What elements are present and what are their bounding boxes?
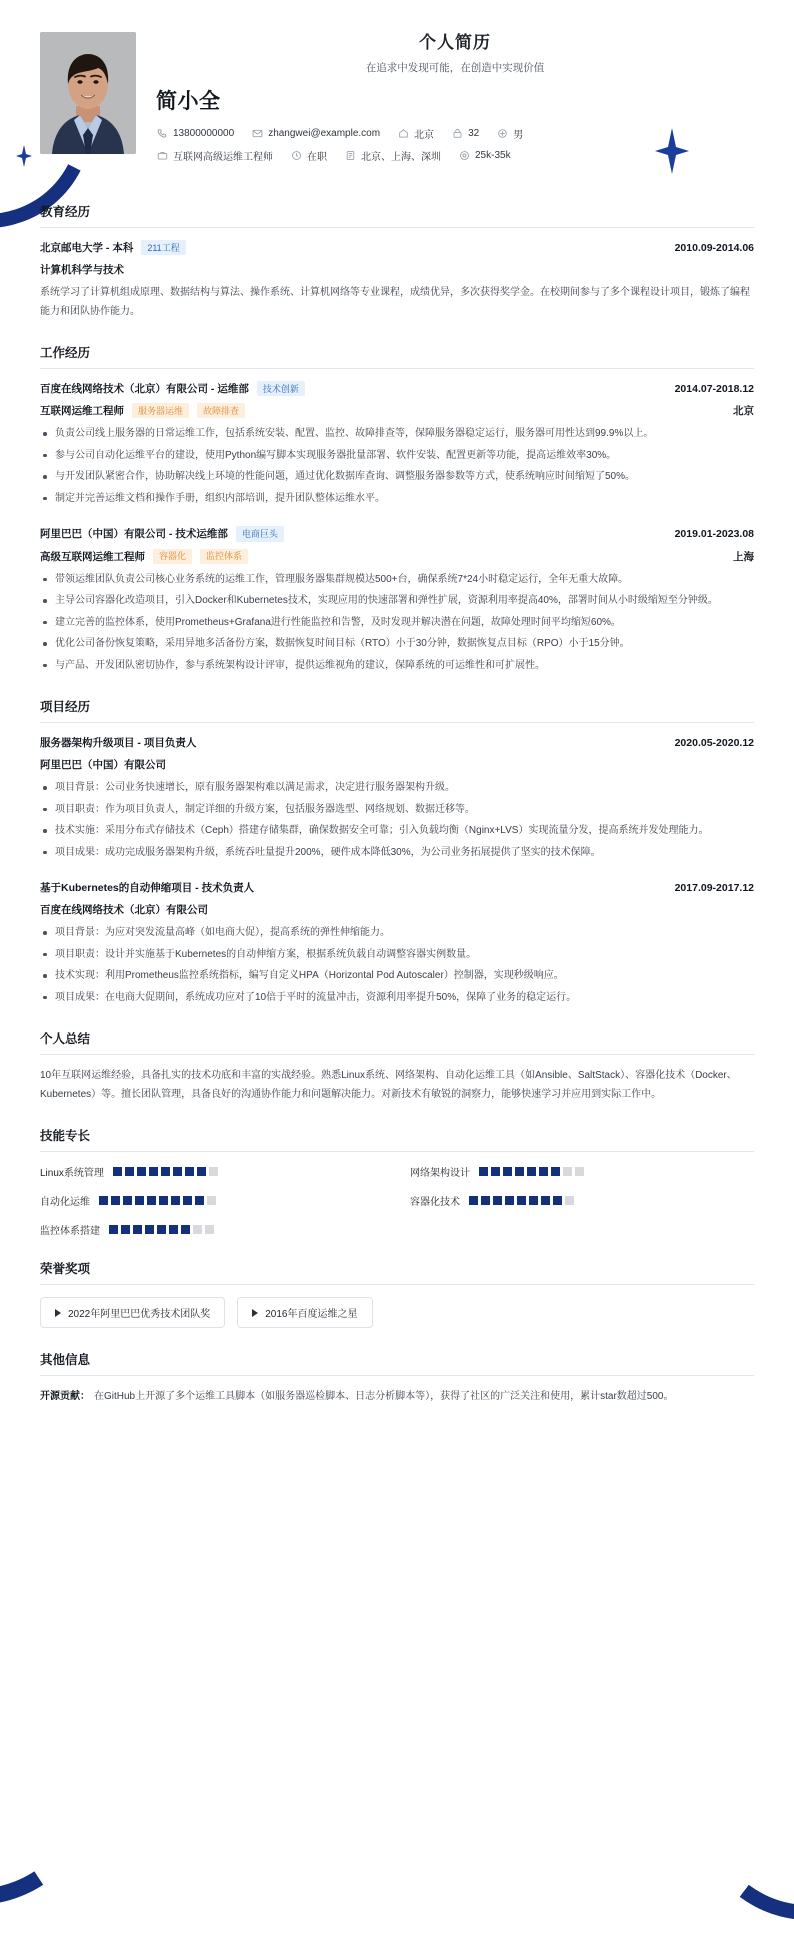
skill-block-filled <box>113 1167 122 1176</box>
list-item: 项目职责：作为项目负责人，制定详细的升级方案，包括服务器选型、网络规划、数据迁移等。 <box>40 801 754 820</box>
home-icon <box>397 128 409 140</box>
project-title: 服务器架构升级项目 - 项目负责人 <box>40 737 197 750</box>
section-skills <box>0 1126 794 1237</box>
skill-block-empty <box>193 1225 202 1234</box>
skill-block-filled <box>197 1167 206 1176</box>
decorative-arc-bottom-right <box>679 1675 794 1935</box>
skill-block-filled <box>123 1196 132 1205</box>
page-subtitle: 在追求中发现可能，在创造中实现价值 <box>365 62 545 74</box>
work-entry-header <box>40 381 754 396</box>
meta-email <box>251 128 380 140</box>
skill-block-filled <box>529 1196 538 1205</box>
skill-block-filled <box>481 1196 490 1205</box>
skill-block-filled <box>169 1225 178 1234</box>
summary-text: 10年互联网运维经验，具备扎实的技术功底和丰富的实战经验。熟悉Linux系统、网络架构、自动化运维工具（如Ansible、SaltStack）、容器化技术（Docker、Kubernetes）等。擅长团队管理，具备良好的沟通协作能力和问题解决能力。对新技术有敏锐的洞察力，能够快速学习并应用到实际工作中。 <box>40 1070 737 1100</box>
meta-status-text: 在职 <box>307 152 327 163</box>
skill-block-filled <box>185 1167 194 1176</box>
work-company: 百度在线网络技术（北京）有限公司 - 运维部 <box>40 383 249 396</box>
list-item: 项目成果：在电商大促期间，系统成功应对了10倍于平时的流量冲击，资源利用率提升50%，保障了业务的稳定运行。 <box>40 989 754 1008</box>
phone-icon <box>156 128 168 140</box>
education-description: 系统学习了计算机组成原理、数据结构与算法、操作系统、计算机网络等专业课程，成绩优异，多次获得奖学金。在校期间参与了多个课程设计项目，锻炼了编程能力和团队协作能力。 <box>40 287 750 317</box>
meta-city <box>397 126 434 141</box>
section-other <box>0 1350 794 1407</box>
skill-block-filled <box>503 1167 512 1176</box>
list-item: 项目背景：公司业务快速增长，原有服务器架构难以满足需求，决定进行服务器架构升级。 <box>40 779 754 798</box>
section-work <box>0 343 794 675</box>
skill-block-empty <box>575 1167 584 1176</box>
skill-item <box>40 1222 384 1237</box>
section-projects <box>0 697 794 1007</box>
skill-rating-bar <box>109 1225 214 1234</box>
other-info-row <box>40 1388 754 1407</box>
skill-block-filled <box>539 1167 548 1176</box>
location-icon <box>344 150 356 162</box>
meta-status <box>290 148 327 163</box>
skill-item <box>40 1164 384 1179</box>
gender-icon <box>496 128 508 140</box>
education-tag: 211工程 <box>141 240 185 255</box>
work-entry <box>40 526 754 675</box>
skill-block-filled <box>111 1196 120 1205</box>
skill-block-filled <box>147 1196 156 1205</box>
award-chip[interactable] <box>237 1297 372 1328</box>
skill-block-filled <box>181 1225 190 1234</box>
skill-block-filled <box>517 1196 526 1205</box>
avatar <box>40 32 136 154</box>
work-role-row <box>40 549 754 564</box>
meta-job-title-text: 互联网高级运维工程师 <box>173 152 273 163</box>
skill-rating-bar <box>479 1167 584 1176</box>
skill-block-filled <box>159 1196 168 1205</box>
contact-meta-row-2 <box>156 148 754 163</box>
skill-block-filled <box>121 1225 130 1234</box>
list-item: 优化公司备份恢复策略，采用异地多活备份方案，数据恢复时间目标（RTO）小于30分钟，数据恢复点目标（RPO）小于15分钟。 <box>40 635 754 654</box>
work-role-tag: 故障排查 <box>197 403 245 418</box>
decorative-arc-bottom-left <box>0 1632 123 1929</box>
work-role: 高级互联网运维工程师 <box>40 550 145 563</box>
skill-block-filled <box>493 1196 502 1205</box>
project-date: 2020.05-2020.12 <box>674 737 754 750</box>
skill-item <box>410 1164 754 1179</box>
awards-list <box>40 1297 754 1328</box>
age-icon <box>451 128 463 140</box>
list-item: 建立完善的监控体系，使用Prometheus+Grafana进行性能监控和告警，及时发现并解决潜在问题，故障处理时间平均缩短60%。 <box>40 614 754 633</box>
meta-phone-text: 13800000000 <box>173 128 235 139</box>
section-title-projects: 项目经历 <box>40 697 754 723</box>
skill-block-filled <box>515 1167 524 1176</box>
meta-job-title <box>156 148 273 163</box>
skill-block-filled <box>195 1196 204 1205</box>
status-icon <box>290 150 302 162</box>
list-item: 项目职责：设计并实施基于Kubernetes的自动伸缩方案，根据系统负载自动调整容器实例数量。 <box>40 946 754 965</box>
project-entry <box>40 735 754 862</box>
meta-gender <box>496 126 523 141</box>
skill-label: 容器化技术 <box>410 1197 460 1209</box>
section-title-awards: 荣誉奖项 <box>40 1259 754 1285</box>
briefcase-icon <box>156 150 168 162</box>
award-label: 2022年阿里巴巴优秀技术团队奖 <box>68 1309 211 1321</box>
education-entry <box>40 240 754 321</box>
skill-block-filled <box>161 1167 170 1176</box>
education-date: 2010.09-2014.06 <box>674 242 754 255</box>
person-name: 简小全 <box>156 90 221 113</box>
section-title-work: 工作经历 <box>40 343 754 369</box>
project-entry-header <box>40 880 754 895</box>
skill-block-empty <box>565 1196 574 1205</box>
work-role-row <box>40 403 754 418</box>
work-company: 阿里巴巴（中国）有限公司 - 技术运维部 <box>40 528 228 541</box>
list-item: 与开发团队紧密合作，协助解决线上环境的性能问题，通过优化数据库查询、调整服务器参数等方式，使系统响应时间缩短了50%。 <box>40 468 754 487</box>
work-company-tag: 电商巨头 <box>236 526 284 541</box>
skill-block-filled <box>541 1196 550 1205</box>
section-awards <box>0 1259 794 1328</box>
page-bottom-spacer <box>0 1407 794 1453</box>
work-entry-header <box>40 526 754 541</box>
skill-block-filled <box>157 1225 166 1234</box>
list-item: 带领运维团队负责公司核心业务系统的运维工作，管理服务器集群规模达500+台，确保系统7*24小时稳定运行，全年无重大故障。 <box>40 571 754 590</box>
other-info-text: 在GitHub上开源了多个运维工具脚本（如服务器巡检脚本、日志分析脚本等），获得了社区的广泛关注和使用，累计star数超过500。 <box>94 1391 674 1403</box>
skill-block-filled <box>149 1167 158 1176</box>
contact-meta-row-1 <box>156 126 754 141</box>
skill-label: 自动化运维 <box>40 1197 90 1209</box>
skill-rating-bar <box>113 1167 218 1176</box>
section-title-skills: 技能专长 <box>40 1126 754 1152</box>
skill-block-filled <box>527 1167 536 1176</box>
work-location: 北京 <box>733 405 754 418</box>
list-item: 技术实现：利用Prometheus监控系统指标，编写自定义HPA（Horizontal Pod Autoscaler）控制器，实现秒级响应。 <box>40 967 754 986</box>
project-title: 基于Kubernetes的自动伸缩项目 - 技术负责人 <box>40 882 255 895</box>
work-date: 2014.07-2018.12 <box>674 383 754 396</box>
skill-block-filled <box>135 1196 144 1205</box>
meta-phone <box>156 128 234 140</box>
skill-block-filled <box>137 1167 146 1176</box>
list-item: 主导公司容器化改造项目，引入Docker和Kubernetes技术，实现应用的快速部署和弹性扩展，资源利用率提高40%，部署时间从小时级缩短至分钟级。 <box>40 592 754 611</box>
project-company: 阿里巴巴（中国）有限公司 <box>40 759 166 772</box>
meta-age-text: 32 <box>468 128 480 139</box>
project-bullets <box>40 924 754 1007</box>
skill-rating-bar <box>469 1196 574 1205</box>
list-item: 负责公司线上服务器的日常运维工作，包括系统安装、配置、监控、故障排查等，保障服务器稳定运行，服务器可用性达到99.9%以上。 <box>40 425 754 444</box>
skills-grid <box>40 1164 754 1237</box>
work-bullets <box>40 425 754 508</box>
other-info-label: 开源贡献： <box>40 1391 90 1403</box>
skill-block-filled <box>505 1196 514 1205</box>
education-major: 计算机科学与技术 <box>40 264 124 277</box>
education-entry-header <box>40 240 754 255</box>
list-item: 技术实施：采用分布式存储技术（Ceph）搭建存储集群，确保数据安全可靠；引入负载均衡（Nginx+LVS）实现流量分发，提高系统并发处理能力。 <box>40 822 754 841</box>
skill-item <box>40 1193 384 1208</box>
work-bullets <box>40 571 754 676</box>
project-company: 百度在线网络技术（北京）有限公司 <box>40 904 208 917</box>
work-role: 互联网运维工程师 <box>40 405 124 418</box>
skill-item <box>410 1193 754 1208</box>
education-school: 北京邮电大学 - 本科 <box>40 242 134 255</box>
work-date: 2019.01-2023.08 <box>674 528 754 541</box>
project-entry-header <box>40 735 754 750</box>
list-item: 项目成果：成功完成服务器架构升级，系统吞吐量提升200%，硬件成本降低30%，为公司业务拓展提供了坚实的技术保障。 <box>40 844 754 863</box>
section-summary <box>0 1029 794 1104</box>
skill-block-filled <box>171 1196 180 1205</box>
section-title-summary: 个人总结 <box>40 1029 754 1055</box>
section-education <box>0 202 794 321</box>
skill-block-empty <box>207 1196 216 1205</box>
list-item: 与产品、开发团队密切协作，参与系统架构设计评审，提供运维视角的建议，保障系统的可运维性和可扩展性。 <box>40 657 754 676</box>
meta-city-text: 北京 <box>414 130 435 141</box>
project-bullets <box>40 779 754 862</box>
list-item: 制定并完善运维文档和操作手册，组织内部培训，提升团队整体运维水平。 <box>40 490 754 509</box>
skill-label: Linux系统管理 <box>40 1168 104 1180</box>
work-entry <box>40 381 754 508</box>
meta-email-text: zhangwei@example.com <box>268 128 381 139</box>
play-triangle-icon <box>55 1309 61 1317</box>
section-title-education: 教育经历 <box>40 202 754 228</box>
list-item: 项目背景：为应对突发流量高峰（如电商大促），提高系统的弹性伸缩能力。 <box>40 924 754 943</box>
play-triangle-icon <box>252 1309 258 1317</box>
list-item: 参与公司自动化运维平台的建设，使用Python编写脚本实现服务器批量部署、软件安装、配置更新等功能，提高运维效率30%。 <box>40 447 754 466</box>
skill-rating-bar <box>99 1196 216 1205</box>
resume-header <box>0 0 794 180</box>
project-entry <box>40 880 754 1007</box>
skill-block-empty <box>563 1167 572 1176</box>
meta-salary <box>458 150 511 162</box>
award-label: 2016年百度运维之星 <box>265 1309 358 1321</box>
skill-block-filled <box>183 1196 192 1205</box>
skill-block-filled <box>99 1196 108 1205</box>
meta-age <box>451 128 479 140</box>
skill-block-filled <box>133 1225 142 1234</box>
salary-icon <box>458 150 470 162</box>
meta-locations <box>344 148 441 163</box>
skill-block-filled <box>553 1196 562 1205</box>
skill-label: 网络架构设计 <box>410 1168 470 1180</box>
skill-block-filled <box>491 1167 500 1176</box>
skill-block-empty <box>205 1225 214 1234</box>
skill-block-filled <box>145 1225 154 1234</box>
work-role-tag: 监控体系 <box>200 549 248 564</box>
project-date: 2017.09-2017.12 <box>674 882 754 895</box>
work-role-tag: 容器化 <box>153 549 192 564</box>
skill-label: 监控体系搭建 <box>40 1226 100 1238</box>
skill-block-filled <box>109 1225 118 1234</box>
meta-salary-text: 25k-35k <box>475 150 511 161</box>
work-role-tag: 服务器运维 <box>132 403 189 418</box>
skill-block-filled <box>479 1167 488 1176</box>
skill-block-filled <box>469 1196 478 1205</box>
meta-gender-text: 男 <box>513 130 524 141</box>
skill-block-filled <box>551 1167 560 1176</box>
award-chip[interactable] <box>40 1297 225 1328</box>
work-company-tag: 技术创新 <box>257 381 305 396</box>
section-title-other: 其他信息 <box>40 1350 754 1376</box>
meta-locations-text: 北京、上海、深圳 <box>361 152 441 163</box>
skill-block-empty <box>209 1167 218 1176</box>
skill-block-filled <box>173 1167 182 1176</box>
skill-block-filled <box>125 1167 134 1176</box>
email-icon <box>251 128 263 140</box>
page-title: 个人简历 <box>419 33 491 52</box>
work-location: 上海 <box>733 550 754 563</box>
